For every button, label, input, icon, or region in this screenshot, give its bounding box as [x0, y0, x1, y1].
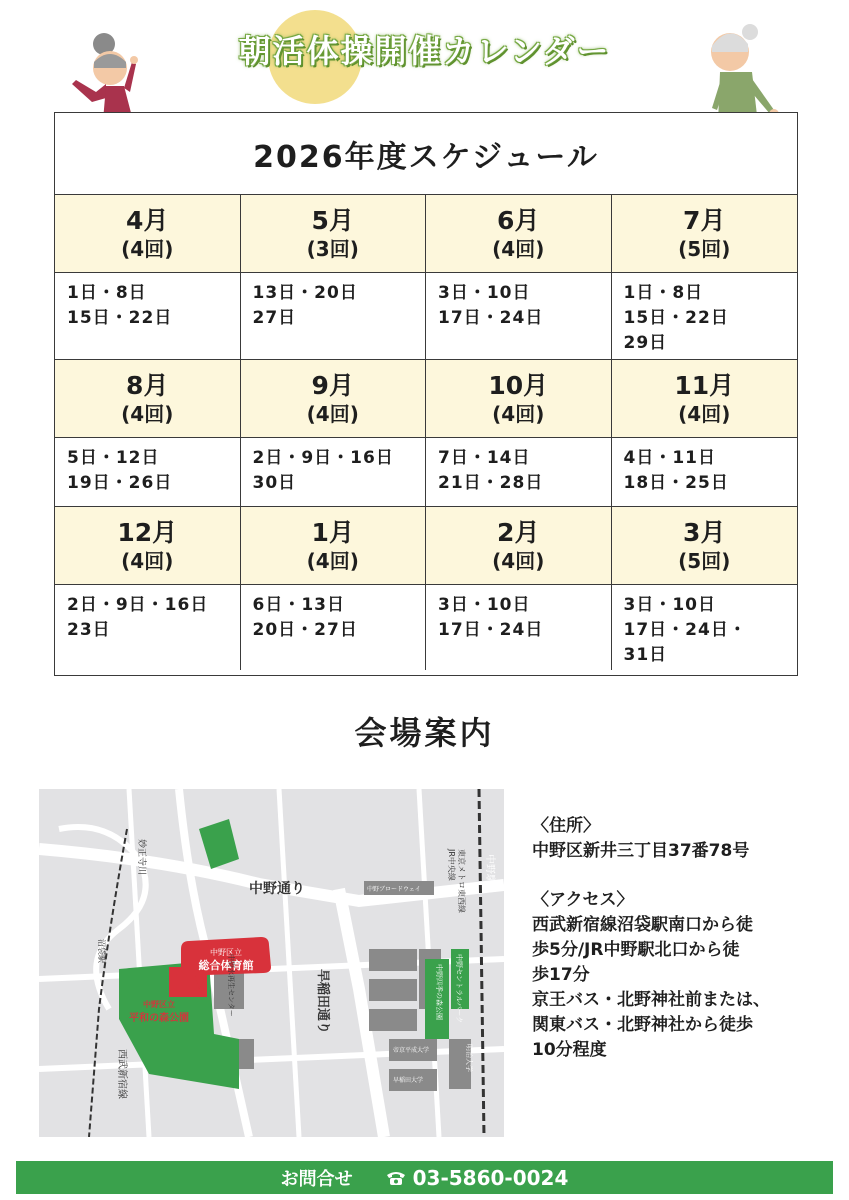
venue-title: 会場案内 [354, 714, 495, 752]
date-line: 2日・9日・16日 [252, 448, 394, 468]
date-line: 5日・12日 [67, 448, 160, 468]
date-line: 21日・28日 [438, 473, 544, 493]
schedule-table [54, 112, 798, 676]
date-line: 29日 [623, 333, 668, 353]
month-header [426, 507, 612, 585]
month-dates [55, 273, 241, 360]
date-line: 7日・14日 [438, 448, 531, 468]
schedule-row [55, 507, 797, 670]
date-line: 3日・10日 [438, 283, 531, 303]
date-line: 19日・26日 [67, 473, 173, 493]
access-line: 歩5分/JR中野駅北口から徒 [532, 940, 740, 960]
month-header [612, 507, 798, 585]
date-line: 6日・13日 [252, 595, 345, 615]
access-line: 西武新宿線沼袋駅南口から徒 [532, 915, 753, 935]
metro-line-label: 東京メトロ東西線 [457, 849, 466, 913]
month-dates [241, 438, 427, 507]
month-label: 11月 [674, 370, 735, 400]
month-dates [612, 273, 798, 360]
month-dates [612, 585, 798, 670]
numabukuro-label: 沼袋駅 [97, 939, 106, 963]
month-header [612, 360, 798, 438]
venue-map [39, 789, 504, 1137]
date-line: 31日 [623, 645, 668, 665]
month-header [426, 360, 612, 438]
date-line: 23日 [67, 620, 111, 640]
month-label: 12月 [117, 517, 178, 547]
month-label: 10月 [488, 370, 549, 400]
waseda-dori-label: 早稲田通り [315, 969, 330, 1035]
water-center-label: 中野水再生センター [227, 954, 235, 1017]
session-count: (5回) [678, 236, 731, 261]
month-dates [426, 438, 612, 507]
nakano-dori-label: 中野通り [249, 881, 305, 897]
date-line: 3日・10日 [438, 595, 531, 615]
session-count: (4回) [492, 401, 545, 426]
address-label: 〈住所〉 [532, 816, 600, 836]
central-park-label: 中野セントラルパーク [455, 954, 463, 1024]
address-value: 中野区新井三丁目37番78号 [532, 841, 750, 861]
date-line: 1日・8日 [67, 283, 147, 303]
month-dates [241, 585, 427, 670]
session-count: (4回) [121, 548, 174, 573]
month-header [241, 360, 427, 438]
venue-info [532, 814, 832, 1063]
gym-callout-line1: 中野区立 [210, 948, 242, 957]
month-label: 1月 [311, 517, 354, 547]
month-header [55, 360, 241, 438]
session-count: (4回) [678, 401, 731, 426]
access-line: 関東バス・北野神社から徒歩 [532, 1015, 753, 1035]
access-label: 〈アクセス〉 [532, 890, 634, 910]
access-line: 10分程度 [532, 1040, 607, 1060]
date-line: 13日・20日 [252, 283, 358, 303]
date-line: 17日・24日 [438, 308, 544, 328]
teikyo-univ-label: 帝京平成大学 [393, 1047, 430, 1054]
date-line: 1日・8日 [623, 283, 704, 303]
gym-callout-line2: 総合体育館 [198, 959, 254, 972]
month-label: 2月 [497, 517, 540, 547]
session-count: (5回) [678, 548, 731, 573]
month-dates [426, 585, 612, 670]
month-label: 5月 [311, 205, 354, 235]
session-count: (4回) [492, 236, 545, 261]
date-line: 2日・9日・16日 [67, 595, 209, 615]
month-header [241, 195, 427, 273]
access-line: 歩17分 [532, 965, 590, 985]
session-count: (3回) [306, 236, 359, 261]
contact-label: お問合せ [280, 1168, 353, 1190]
session-count: (4回) [492, 548, 545, 573]
month-dates [241, 273, 427, 360]
phone-number-text: 03-5860-0024 [412, 1165, 569, 1190]
myoshoji-label: 妙正寺川 [136, 839, 146, 876]
schedule-row [55, 195, 797, 360]
month-header [55, 507, 241, 585]
month-header [241, 507, 427, 585]
month-dates [55, 438, 241, 507]
date-line: 15日・22日 [67, 308, 173, 328]
phone-number[interactable] [385, 1166, 569, 1190]
meiji-univ-label: 明治大学 [465, 1044, 473, 1072]
broadway-label: 中野ブロードウェイ [367, 886, 421, 893]
date-line: 20日・27日 [252, 620, 358, 640]
schedule-row [55, 360, 797, 507]
date-line: 17日・24日 [438, 620, 544, 640]
month-header [426, 195, 612, 273]
date-line: 30日 [252, 473, 297, 493]
shiki-park-label: 中野四季の森公園 [435, 964, 443, 1020]
date-line: 27日 [252, 308, 297, 328]
date-line: 3日・10日 [623, 595, 716, 615]
month-label: 7月 [683, 205, 726, 235]
month-dates [612, 438, 798, 507]
session-count: (4回) [121, 401, 174, 426]
month-dates [426, 273, 612, 360]
page-title: 朝活体操開催カレンダー [238, 32, 611, 70]
month-label: 4月 [126, 205, 169, 235]
date-line: 18日・25日 [623, 473, 729, 493]
park-label-line1: 中野区立 [143, 1000, 175, 1009]
map-drawing [39, 789, 504, 1137]
session-count: (4回) [121, 236, 174, 261]
nakano-station-label: 中野駅 [484, 854, 495, 884]
waseda-univ-label: 早稲田大学 [393, 1077, 424, 1084]
month-label: 6月 [497, 205, 540, 235]
month-label: 3月 [683, 517, 726, 547]
session-count: (4回) [306, 548, 359, 573]
month-header [612, 195, 798, 273]
month-label: 9月 [311, 370, 354, 400]
schedule-title: 2026年度スケジュール [55, 113, 797, 195]
telephone-icon [385, 1170, 407, 1186]
date-line: 17日・24日・ [623, 620, 747, 640]
seibu-line-label: 西武新宿線 [116, 1049, 127, 1099]
contact-footer [16, 1161, 833, 1194]
access-line: 京王バス・北野神社前または、 [532, 990, 770, 1010]
park-label-line2: 平和の森公園 [129, 1013, 189, 1024]
month-dates [55, 585, 241, 670]
date-line: 4日・11日 [623, 448, 716, 468]
jr-line-label: JR中央線 [447, 849, 456, 881]
month-header [55, 195, 241, 273]
session-count: (4回) [306, 401, 359, 426]
date-line: 15日・22日 [623, 308, 729, 328]
month-label: 8月 [126, 370, 169, 400]
